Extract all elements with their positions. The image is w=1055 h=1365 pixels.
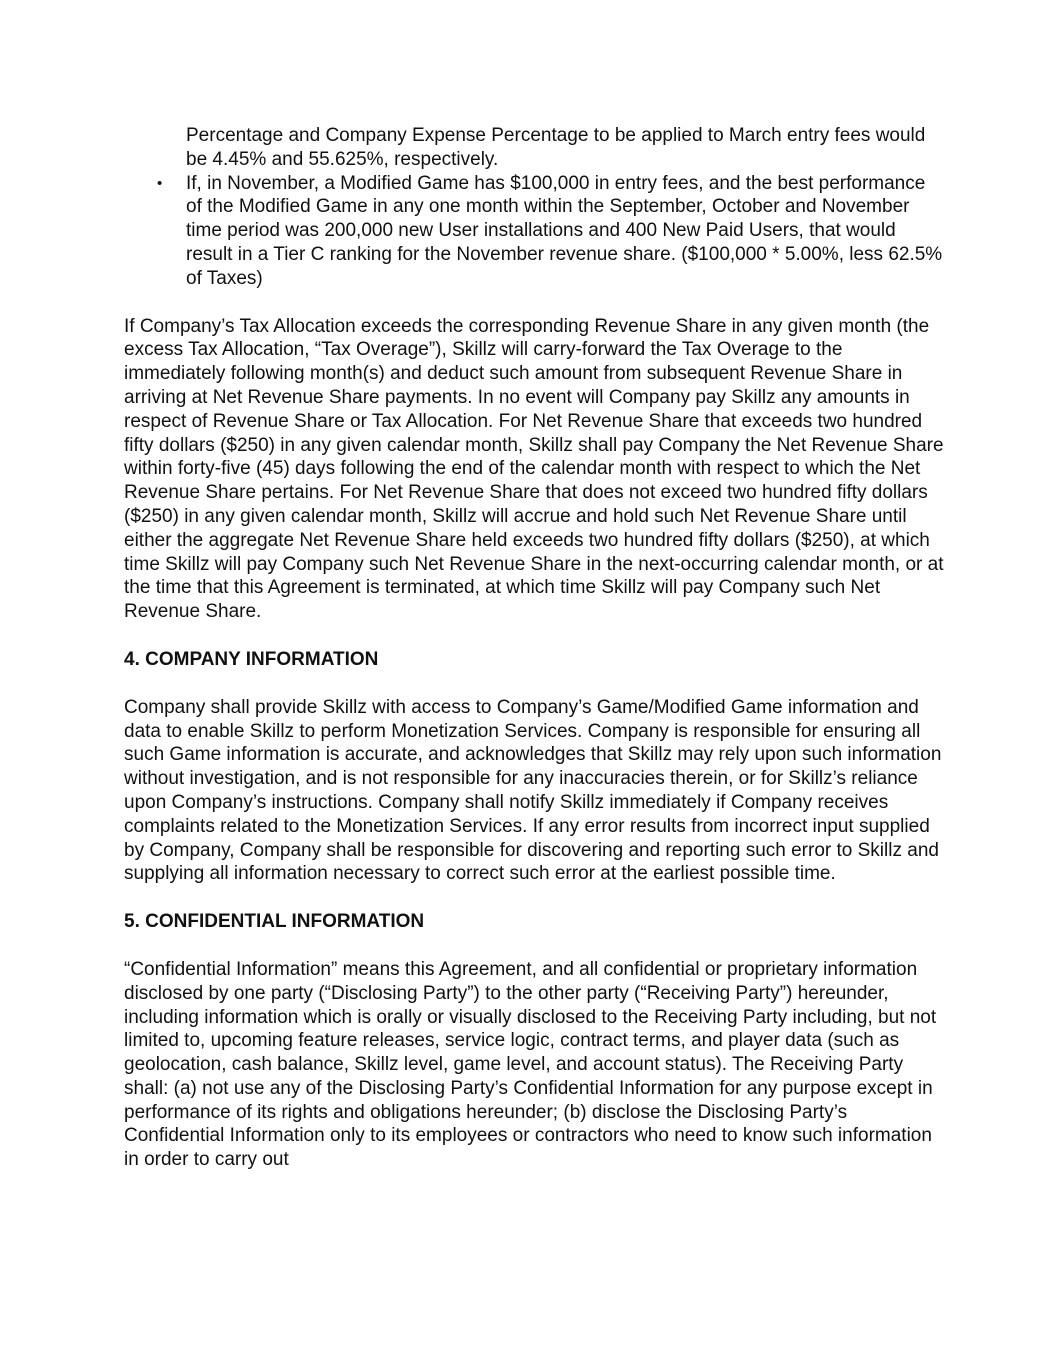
bullet-list — [124, 124, 944, 291]
bullet-item — [157, 172, 944, 291]
bullet-dot-icon: • — [157, 174, 163, 192]
tax-overage-paragraph: If Company’s Tax Allocation exceeds the corresponding Revenue Share in any given month (the excess Tax Allocation, “Tax Overage”), Skillz will carry-forward the Tax Overage to the immediately following month(s) and deduct such amount from subsequent Revenue Share in arriving at Net Revenue Share payments. In no event will Company pay Skillz any amounts in respect of Revenue Share or Tax Allocation. For Net Revenue Share that exceeds two hundred fifty dollars ($250) in any given calendar month, Skillz shall pay Company the Net Revenue Share within forty-five (45) days following the end of the calendar month with respect to which the Net Revenue Share pertains. For Net Revenue Share that does not exceed two hundred fifty dollars ($250) in any given calendar month, Skillz will accrue and hold such Net Revenue Share until either the aggregate Net Revenue Share held exceeds two hundred fifty dollars ($250), at which time Skillz will pay Company such Net Revenue Share in the next-occurring calendar month, or at the time that this Agreement is terminated, at which time Skillz will pay Company such Net Revenue Share. — [124, 315, 944, 623]
document-body — [124, 124, 944, 1172]
bullet-item-text: If, in November, a Modified Game has $100,000 in entry fees, and the best performance of the Modified Game in any one month within the September, October and November time period was 200,000 new User installations and 400 New Paid Users, that would result in a Tier C ranking for the November revenue share. ($100,000 * 5.00%, less 62.5% of Taxes) — [186, 172, 943, 289]
section-5-body: “Confidential Information” means this Agreement, and all confidential or proprietary information disclosed by one party (“Disclosing Party”) to the other party (“Receiving Party”) hereunder, including information which is orally or visually disclosed to the Receiving Party including, but not limited to, upcoming feature releases, service logic, contract terms, and player data (such as geolocation, cash balance, Skillz level, game level, and account status). The Receiving Party shall: (a) not use any of the Disclosing Party’s Confidential Information for any purpose except in performance of its rights and obligations hereunder; (b) disclose the Disclosing Party’s Confidential Information only to its employees or contractors who need to know such information in order to carry out — [124, 958, 937, 1171]
section-4-heading: 4. COMPANY INFORMATION — [124, 648, 379, 670]
section-5-heading: 5. CONFIDENTIAL INFORMATION — [124, 911, 425, 933]
bullet-continuation-text: Percentage and Company Expense Percentage to be applied to March entry fees would be 4.45% and 55.625%, respectively. — [186, 125, 926, 170]
section-4-body: Company shall provide Skillz with access to Company’s Game/Modified Game information and data to enable Skillz to perform Monetization Services. Company is responsible for ensuring all such Game information is accurate, and acknowledges that Skillz may rely upon such information without investigation, and is not responsible for any inaccuracies therein, or for Skillz’s reliance upon Company’s instructions. Company shall notify Skillz immediately if Company receives complaints related to the Monetization Services. If any error results from incorrect input supplied by Company, Company shall be responsible for discovering and reporting such error to Skillz and supplying all information necessary to correct such error at the earliest possible time. — [124, 696, 942, 885]
